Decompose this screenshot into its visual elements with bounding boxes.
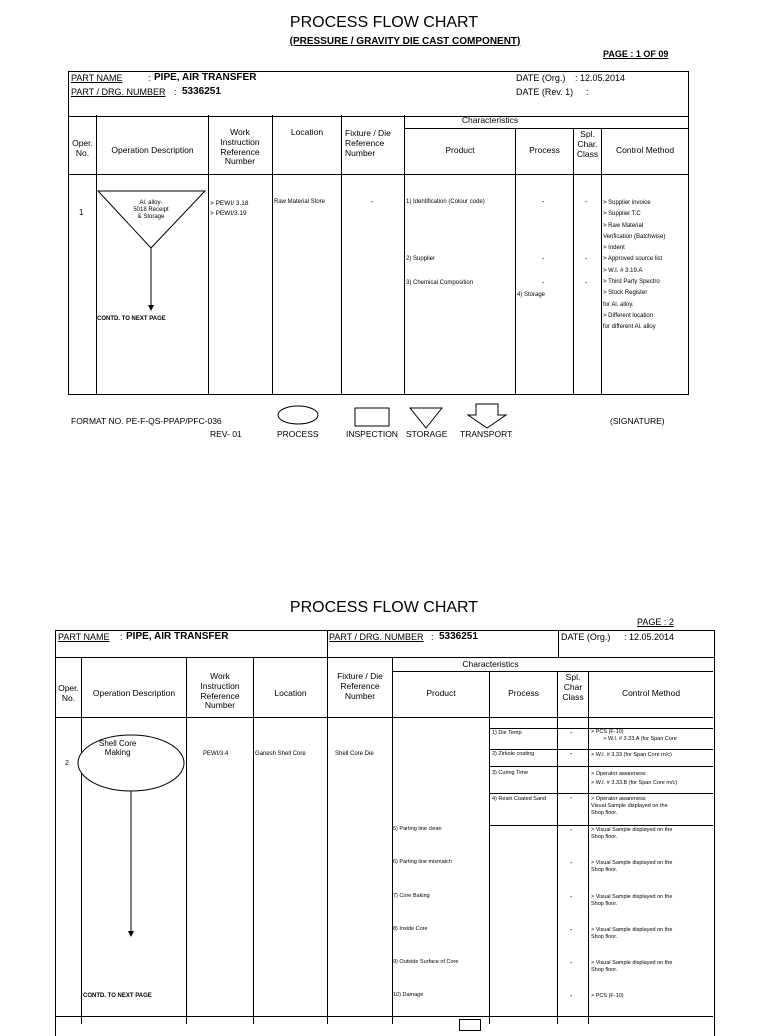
drg-sep: : <box>174 87 177 97</box>
header-oper-no: Oper. No. <box>72 138 93 158</box>
drg-label: PART / DRG. NUMBER <box>71 87 166 97</box>
header-work-instruction: Work Instruction Reference Number <box>200 671 240 711</box>
control-method-6: > Visual Sample displayed on the Shop floor. <box>591 860 673 873</box>
location-value: Ganesh Shell Core <box>255 751 306 757</box>
spl-dash: - <box>570 993 573 1000</box>
product-3: 3) Chemical Composition <box>406 280 474 286</box>
control-method-item: for Al. alloy. <box>603 301 634 308</box>
date-org-value: : 12.05.2014 <box>575 73 626 83</box>
control-method-item: Verification (Batchwise) <box>603 233 666 240</box>
spl-dash: - <box>570 894 573 901</box>
control-method-item: > Approved source list <box>603 256 663 263</box>
spl-dash: - <box>570 795 573 802</box>
legend-storage: STORAGE <box>406 429 448 439</box>
header-operation-description: Operation Description <box>111 145 194 155</box>
spl-dash: - <box>570 730 573 737</box>
legend-transport: TRANSPORT <box>460 429 513 439</box>
signature: (SIGNATURE) <box>610 416 665 426</box>
spl-dash: - <box>570 860 573 867</box>
process-dash-2: - <box>542 256 545 263</box>
control-method-3: > Operator awareness > W.I. # 3.33.B (for Span Core m/c) <box>591 771 678 786</box>
spl-dash: - <box>570 960 573 967</box>
product-7: 7) Core Baking <box>393 893 430 899</box>
header-product: Product <box>426 688 456 698</box>
part-name-sep: : <box>120 632 123 642</box>
control-method-item: for different Al. alloy <box>603 324 656 331</box>
control-method-item: > Indent <box>603 245 625 252</box>
control-method-2: > W.I. # 3.33 (for Span Core m/c) <box>591 752 672 758</box>
product-8: 8) Inside Core <box>393 926 428 932</box>
process-dash-3: - <box>542 280 545 287</box>
oper-no-2: 2 <box>65 760 69 767</box>
location-value: Raw Material Store <box>274 199 326 205</box>
page-title: PROCESS FLOW CHART <box>289 14 479 31</box>
contd-next-page: CONTD. TO NEXT PAGE <box>97 316 166 322</box>
page-number: PAGE : 2 <box>637 617 674 627</box>
spl-dash: - <box>570 827 573 834</box>
control-method-8: > Visual Sample displayed on the Shop floor. <box>591 927 673 940</box>
control-method-item: > Raw Material <box>603 222 644 229</box>
control-method-item: > W.I. # 3.19.A <box>603 267 643 274</box>
header-process: Process <box>508 688 539 698</box>
control-method-4: > Operator awareness Visual Sample displayed on the Shop floor. <box>591 796 668 817</box>
control-method-7: > Visual Sample displayed on the Shop floor. <box>591 894 673 907</box>
drg-sep: : <box>431 632 434 642</box>
header-operation-description: Operation Description <box>92 688 176 698</box>
control-method-item: > Different location <box>603 312 654 319</box>
date-org-value: : 12.05.2014 <box>624 632 675 642</box>
header-process: Process <box>529 145 560 155</box>
part-name-label: PART NAME <box>58 632 110 642</box>
part-name-value: PIPE, AIR TRANSFER <box>154 72 257 83</box>
work-instruction-ref: PEWI/3.4 <box>203 751 229 757</box>
control-method-9: > Visual Sample displayed on the Shop floor. <box>591 960 673 973</box>
control-method-item: > Supplier T.C <box>603 211 641 218</box>
process-text: Shell Core Making <box>99 739 137 757</box>
work-instruction-ref: > PEWI/ 3.18 > PEWI/3.19 <box>210 200 249 218</box>
product-5: 5) Parting line clean <box>393 826 442 832</box>
header-characteristics: Characteristics <box>462 659 519 669</box>
header-location: Location <box>290 127 324 137</box>
spl-dash-3: - <box>585 280 588 287</box>
control-method-10: > PCS (F-10) <box>591 993 624 999</box>
spl-dash: - <box>570 751 573 758</box>
contd-next-page: CONTD. TO NEXT PAGE <box>83 993 152 999</box>
header-work-instruction: Work Instruction Reference Number <box>220 127 260 167</box>
header-oper-no: Oper. No. <box>58 683 79 703</box>
process-item-2: 2) Zirkole coating <box>492 751 535 757</box>
header-spl-char: Spl. Char. Class <box>576 129 599 159</box>
process-item-4: 4) Resin Coated Sand <box>492 796 547 802</box>
fixture-value: Shell Core Die <box>335 751 374 757</box>
product-6: 6) Parting line mismatch <box>393 859 452 865</box>
product-10: 10) Damage <box>393 992 424 998</box>
drg-value: 5336251 <box>182 86 221 97</box>
drg-label: PART / DRG. NUMBER <box>329 632 424 642</box>
product-1: 1) Identification (Colour code) <box>406 199 485 205</box>
process-storage: 4) Storage <box>517 292 546 298</box>
control-method-item: > Stock Register <box>603 290 648 297</box>
spl-dash-1: - <box>585 199 588 206</box>
inspection-symbol-icon <box>459 1019 481 1031</box>
control-method-1: > PCS (F-10) > W.I. # 3.33.A (for Span Core <box>591 729 677 742</box>
date-rev-label: DATE (Rev. 1) <box>516 87 574 97</box>
revision: REV- 01 <box>210 429 242 439</box>
header-fixture: Fixture / Die Reference Number <box>345 128 391 158</box>
header-characteristics: Characteristics <box>461 115 519 125</box>
date-rev-value: : <box>586 87 589 97</box>
drg-value: 5336251 <box>439 631 478 642</box>
spl-dash: - <box>570 927 573 934</box>
header-control-method: Control Method <box>621 688 681 698</box>
page-number: PAGE : 1 OF 09 <box>603 49 669 59</box>
page-subtitle: (PRESSURE / GRAVITY DIE CAST COMPONENT) <box>289 36 521 47</box>
control-method-item: > Supplier invoice <box>603 200 651 206</box>
oper-no-1: 1 <box>79 208 84 217</box>
part-name-value: PIPE, AIR TRANSFER <box>126 631 229 642</box>
product-2: 2) Supplier <box>406 256 436 262</box>
process-item-3: 3) Curing Time <box>492 770 529 776</box>
control-method-item: > Third Party Spectro <box>603 279 660 286</box>
storage-text: Al. alloy- 5018 Receipt & Storage <box>133 200 169 220</box>
header-control-method: Control Method <box>615 145 675 155</box>
header-spl-char: Spl. Char Class <box>562 672 584 702</box>
header-product: Product <box>445 145 475 155</box>
legend-inspection: INSPECTION <box>346 429 398 439</box>
date-org-label: DATE (Org.) <box>561 632 611 642</box>
header-fixture: Fixture / Die Reference Number <box>337 671 383 701</box>
format-number: FORMAT NO. PE-F-QS-PPAP/PFC-036 <box>71 416 222 426</box>
header-location: Location <box>274 688 307 698</box>
process-item-1: 1) Die Temp <box>492 730 522 736</box>
process-dash-1: - <box>542 199 545 206</box>
page-title: PROCESS FLOW CHART <box>289 599 479 616</box>
control-method-5: > Visual Sample displayed on the Shop floor. <box>591 827 673 840</box>
spl-dash-2: - <box>585 256 588 263</box>
part-name-sep: : <box>148 73 151 83</box>
date-org-label: DATE (Org.) <box>516 73 566 83</box>
part-name-label: PART NAME <box>71 73 123 83</box>
legend-process: PROCESS <box>277 429 319 439</box>
product-9: 9) Outside Surface of Core <box>393 959 459 965</box>
fixture-value: - <box>371 199 374 206</box>
